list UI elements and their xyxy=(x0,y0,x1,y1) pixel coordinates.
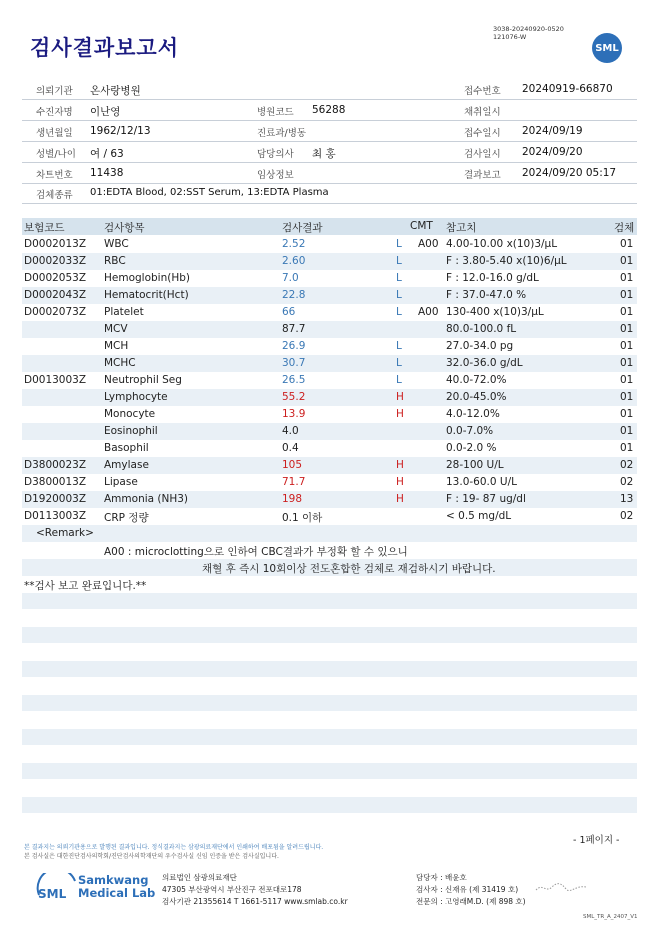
clinical-label: 임상정보 xyxy=(257,170,294,181)
sex-age-value: 여 / 63 xyxy=(90,148,124,160)
empty-band xyxy=(22,627,637,643)
row-ref: 0.0-7.0% xyxy=(446,425,494,437)
header-row-patient xyxy=(22,100,637,121)
footer-note-1: 본 결과지는 의뢰기관용으로 발행된 결과입니다. 정식결과지는 삼광의료재단에서 인쇄하여 배포됨을 알려드립니다. xyxy=(24,844,324,851)
results-table-header xyxy=(22,218,637,235)
row-cmt: A00 xyxy=(418,238,439,250)
row-specimen: 01 xyxy=(620,255,634,267)
row-specimen: 01 xyxy=(620,391,634,403)
brand-line1: Samkwang xyxy=(78,873,149,887)
row-specimen: 01 xyxy=(620,238,634,250)
result-date-label: 결과보고 xyxy=(464,170,501,181)
row-specimen: 01 xyxy=(620,272,634,284)
row-code: D3800023Z xyxy=(24,459,87,471)
org-info xyxy=(162,872,348,908)
row-item: RBC xyxy=(104,255,126,267)
org-contact: 검사기관 21355614 T 1661-5117 www.smlab.co.kr xyxy=(162,897,348,906)
collect-date-label: 채취일시 xyxy=(464,107,501,118)
brand-line2: Medical Lab xyxy=(78,886,156,900)
row-item: Neutrophil Seg xyxy=(104,374,182,386)
row-result: 198 xyxy=(282,493,303,505)
table-row xyxy=(22,236,637,253)
patient-value: 이난영 xyxy=(90,106,121,118)
specimen-value: 01:EDTA Blood, 02:SST Serum, 13:EDTA Plasma xyxy=(90,187,329,198)
org-name: 의료법인 삼광의료재단 xyxy=(162,873,237,882)
dept-label: 진료과/병동 xyxy=(257,128,307,139)
table-row xyxy=(22,457,637,474)
row-ref: 80.0-100.0 fL xyxy=(446,323,517,335)
row-flag: H xyxy=(396,493,404,505)
row-specimen: 01 xyxy=(620,323,634,335)
row-flag: L xyxy=(396,340,402,352)
remark-row xyxy=(22,525,637,542)
staff-info xyxy=(416,872,526,908)
row-flag: L xyxy=(396,357,402,369)
row-ref: < 0.5 mg/dL xyxy=(446,510,512,522)
test-date-value: 2024/09/20 xyxy=(522,146,583,158)
samkwang-logo-icon xyxy=(35,873,79,903)
row-code: D0002043Z xyxy=(24,289,87,301)
row-item: Lipase xyxy=(104,476,138,488)
row-specimen: 01 xyxy=(620,374,634,386)
row-code: D3800013Z xyxy=(24,476,87,488)
row-flag: L xyxy=(396,272,402,284)
row-item: MCV xyxy=(104,323,128,335)
row-specimen: 02 xyxy=(620,459,634,471)
table-row xyxy=(22,491,637,508)
empty-band xyxy=(22,797,637,813)
staff-manager: 담당자 : 배윤호 xyxy=(416,873,467,882)
row-result: 0.4 xyxy=(282,442,299,454)
row-item: Ammonia (NH3) xyxy=(104,493,189,505)
row-result: 30.7 xyxy=(282,357,306,369)
receipt-date-value: 2024/09/19 xyxy=(522,125,583,137)
table-row xyxy=(22,321,637,338)
row-item: Platelet xyxy=(104,306,144,318)
result-date-value: 2024/09/20 05:17 xyxy=(522,167,617,179)
remark-line2-row xyxy=(22,559,637,576)
row-result: 55.2 xyxy=(282,391,306,403)
staff-doctor: 전문의 : 고영래M.D. (제 898 호) xyxy=(416,897,526,906)
receipt-date-label: 접수일시 xyxy=(464,128,501,139)
row-code: D0002053Z xyxy=(24,272,87,284)
header-row-specimen xyxy=(22,183,637,204)
row-result: 87.7 xyxy=(282,323,306,335)
table-row xyxy=(22,355,637,372)
row-ref: 27.0-34.0 pg xyxy=(446,340,514,352)
table-row xyxy=(22,389,637,406)
row-ref: F : 19- 87 ug/dl xyxy=(446,493,526,505)
row-specimen: 01 xyxy=(620,408,634,420)
row-code: D0002013Z xyxy=(24,238,87,250)
sml-logo-icon: SML xyxy=(592,33,622,63)
row-flag: H xyxy=(396,391,404,403)
remark-line1: A00 : microclotting으로 인하여 CBC결과가 부정확 할 수 있으니 xyxy=(104,546,408,558)
hospital-code-value: 56288 xyxy=(312,104,346,116)
row-result: 2.60 xyxy=(282,255,306,267)
col-ref: 참고치 xyxy=(446,222,477,234)
chart-no-value: 11438 xyxy=(90,167,124,179)
row-flag: L xyxy=(396,255,402,267)
row-flag: L xyxy=(396,289,402,301)
row-item: WBC xyxy=(104,238,129,250)
empty-band xyxy=(22,695,637,711)
row-item: MCHC xyxy=(104,357,136,369)
remark-line2: 채혈 후 즉시 10회이상 전도혼합한 검체로 재검하시기 바랍니다. xyxy=(202,563,496,575)
row-flag: L xyxy=(396,238,402,250)
form-code: SML_TR_A_2407_V1 xyxy=(583,914,638,920)
row-ref: 0.0-2.0 % xyxy=(446,442,497,454)
table-row xyxy=(22,406,637,423)
row-result: 4.0 xyxy=(282,425,299,437)
report-title: 검사결과보고서 xyxy=(30,36,180,60)
patient-label: 수진자명 xyxy=(36,107,73,118)
row-specimen: 01 xyxy=(620,442,634,454)
row-code: D0002033Z xyxy=(24,255,87,267)
document-id-line2: 121076-W xyxy=(493,33,527,41)
row-ref: 32.0-36.0 g/dL xyxy=(446,357,523,369)
row-ref: 28-100 U/L xyxy=(446,459,504,471)
row-flag: H xyxy=(396,476,404,488)
signature-icon xyxy=(534,881,589,895)
row-specimen: 01 xyxy=(620,357,634,369)
row-specimen: 01 xyxy=(620,306,634,318)
hospital-label: 의뢰기관 xyxy=(36,86,73,97)
test-date-label: 검사일시 xyxy=(464,149,501,160)
header-row-hospital xyxy=(22,79,637,100)
row-ref: 13.0-60.0 U/L xyxy=(446,476,517,488)
row-ref: F : 12.0-16.0 g/dL xyxy=(446,272,539,284)
header-row-sex xyxy=(22,142,637,163)
empty-band xyxy=(22,661,637,677)
row-result: 66 xyxy=(282,306,296,318)
row-result: 13.9 xyxy=(282,408,306,420)
table-row xyxy=(22,338,637,355)
chart-no-label: 차트번호 xyxy=(36,170,73,181)
row-ref: 20.0-45.0% xyxy=(446,391,507,403)
row-item: Hematocrit(Hct) xyxy=(104,289,189,301)
report-complete-text: **검사 보고 완료입니다.** xyxy=(24,580,147,592)
row-result: 7.0 xyxy=(282,272,299,284)
col-code: 보험코드 xyxy=(24,222,65,234)
col-result: 검사결과 xyxy=(282,222,323,234)
row-specimen: 01 xyxy=(620,289,634,301)
row-result: 22.8 xyxy=(282,289,306,301)
table-row xyxy=(22,372,637,389)
footer-note-2: 본 검사실은 대한진단검사의학회/진단검사의학재단의 우수검사실 신임 인증을 받은 검사실입니다. xyxy=(24,853,279,860)
col-cmt: CMT xyxy=(410,220,433,232)
document-id xyxy=(493,25,564,41)
row-result: 71.7 xyxy=(282,476,306,488)
empty-band xyxy=(22,729,637,745)
row-code: D0113003Z xyxy=(24,510,87,522)
complete-row xyxy=(22,576,637,593)
row-code: D0002073Z xyxy=(24,306,87,318)
row-specimen: 13 xyxy=(620,493,634,505)
row-item: MCH xyxy=(104,340,129,352)
header-row-chart xyxy=(22,163,637,184)
table-row xyxy=(22,253,637,270)
birth-label: 생년월일 xyxy=(36,128,73,139)
remark-title: <Remark> xyxy=(36,527,94,539)
samkwang-logo-text: SML xyxy=(38,887,67,901)
header-row-birth xyxy=(22,121,637,142)
row-ref: 40.0-72.0% xyxy=(446,374,507,386)
row-item: Eosinophil xyxy=(104,425,158,437)
row-item: Amylase xyxy=(104,459,149,471)
row-specimen: 01 xyxy=(620,425,634,437)
row-item: Monocyte xyxy=(104,408,156,420)
empty-band xyxy=(22,763,637,779)
row-ref: F : 37.0-47.0 % xyxy=(446,289,527,301)
row-item: Hemoglobin(Hb) xyxy=(104,272,191,284)
row-ref: 4.0-12.0% xyxy=(446,408,500,420)
doctor-label: 담당의사 xyxy=(257,149,294,160)
row-result: 0.1 이하 xyxy=(282,512,323,524)
staff-tester: 검사자 : 신재유 (제 31419 호) xyxy=(416,885,519,894)
row-result: 2.52 xyxy=(282,238,306,250)
page-number: - 1페이지 - xyxy=(573,835,620,846)
table-row xyxy=(22,423,637,440)
row-code: D1920003Z xyxy=(24,493,87,505)
birth-value: 1962/12/13 xyxy=(90,125,151,137)
row-result: 105 xyxy=(282,459,303,471)
row-ref: 130-400 x(10)3/μL xyxy=(446,306,544,318)
row-flag: H xyxy=(396,408,404,420)
brand-name xyxy=(78,874,155,900)
table-row xyxy=(22,304,637,321)
doctor-value: 최 홍 xyxy=(312,148,336,160)
row-result: 26.5 xyxy=(282,374,306,386)
row-item: Lymphocyte xyxy=(104,391,168,403)
row-item: CRP 정량 xyxy=(104,512,149,524)
hospital-code-label: 병원코드 xyxy=(257,107,294,118)
row-ref: F : 3.80-5.40 x(10)6/μL xyxy=(446,255,567,267)
table-row xyxy=(22,508,637,525)
row-specimen: 02 xyxy=(620,476,634,488)
row-ref: 4.00-10.00 x(10)3/μL xyxy=(446,238,558,250)
col-specimen: 검체 xyxy=(614,222,635,234)
row-specimen: 01 xyxy=(620,340,634,352)
table-row xyxy=(22,440,637,457)
row-code: D0013003Z xyxy=(24,374,87,386)
row-specimen: 02 xyxy=(620,510,634,522)
receipt-no-value: 20240919-66870 xyxy=(522,83,613,95)
document-id-line1: 3038-20240920-0520 xyxy=(493,25,564,33)
receipt-no-label: 접수번호 xyxy=(464,86,501,97)
row-flag: L xyxy=(396,306,402,318)
row-flag: L xyxy=(396,374,402,386)
remark-line1-row xyxy=(22,542,637,559)
row-result: 26.9 xyxy=(282,340,306,352)
sex-age-label: 성별/나이 xyxy=(36,149,76,160)
empty-band xyxy=(22,593,637,609)
table-row xyxy=(22,287,637,304)
specimen-label: 검체종류 xyxy=(36,190,73,201)
table-row xyxy=(22,474,637,491)
col-item: 검사항목 xyxy=(104,222,145,234)
hospital-value: 온사랑병원 xyxy=(90,85,141,97)
row-flag: H xyxy=(396,459,404,471)
org-address: 47305 부산광역시 부산진구 전포대로178 xyxy=(162,885,302,894)
row-item: Basophil xyxy=(104,442,149,454)
row-cmt: A00 xyxy=(418,306,439,318)
table-row xyxy=(22,270,637,287)
